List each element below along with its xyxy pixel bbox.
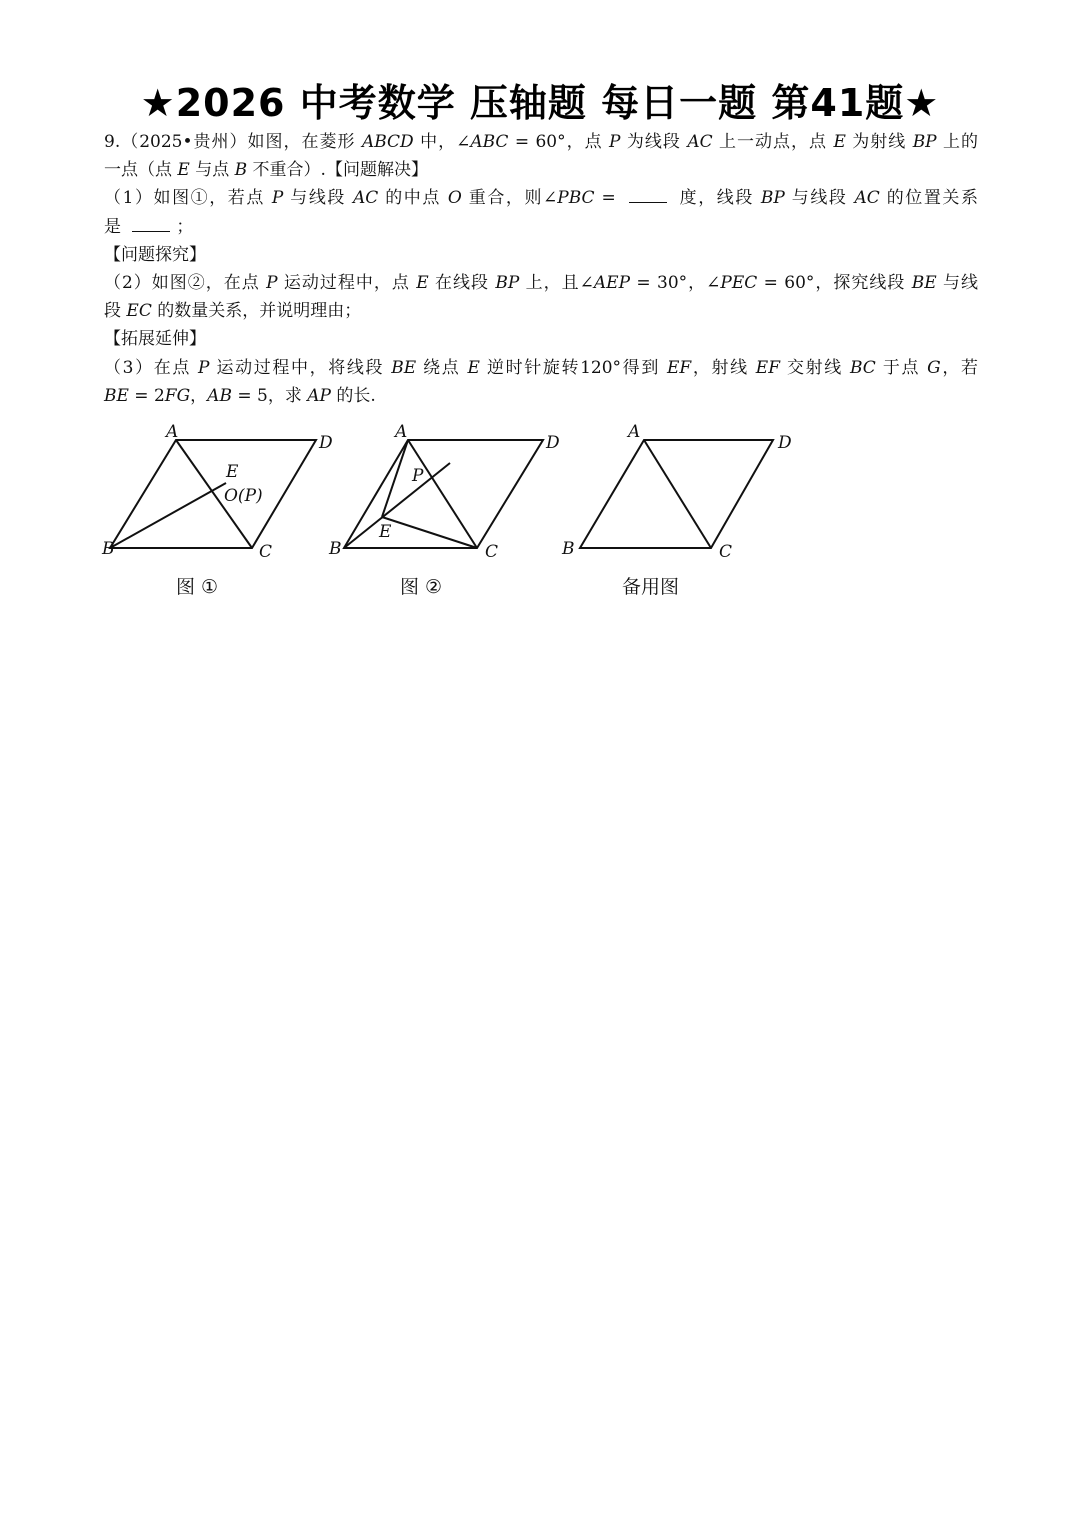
label-b: B <box>102 539 115 559</box>
text-run: 为线段 <box>620 132 688 152</box>
text-run: 绕点 <box>416 357 468 378</box>
text-run: 的数量关系，并说明理由； <box>151 301 362 322</box>
text-run: （3）在点 <box>104 357 199 378</box>
problem-line <box>104 213 978 241</box>
text-run: ； <box>176 216 194 237</box>
text-run: 与线段 <box>784 188 855 209</box>
text-run: 与线 <box>936 272 978 293</box>
text-run: 的位置关系 <box>879 188 978 209</box>
text-run: 段 <box>104 301 127 322</box>
label-e: E <box>379 522 392 542</box>
text-run: 重合，则∠ <box>461 188 558 209</box>
math-symbol: BE <box>911 272 937 293</box>
math-symbol: P <box>609 132 621 152</box>
math-symbol: G <box>927 357 941 378</box>
segment-ac <box>644 440 711 548</box>
problem-line <box>104 382 978 410</box>
label-c: C <box>485 542 499 562</box>
math-symbol: E <box>177 160 190 181</box>
text-run: 中，∠ <box>413 132 471 152</box>
math-symbol: E <box>467 357 480 378</box>
text-run: = 2 <box>128 385 165 406</box>
problem-line <box>104 241 978 269</box>
math-symbol: AB <box>207 385 232 406</box>
math-symbol: AC <box>854 188 880 209</box>
label-o-p: O(P) <box>224 486 263 506</box>
label-d: D <box>319 433 333 453</box>
math-symbol: AP <box>307 385 331 406</box>
label-d: D <box>546 433 560 453</box>
math-symbol: BC <box>849 357 876 378</box>
math-symbol: ABC <box>470 132 509 152</box>
text-run: 在线段 <box>428 272 496 293</box>
text-run: = 5，求 <box>231 385 308 406</box>
text-run: 是 <box>104 216 127 237</box>
figure-1 <box>101 422 333 598</box>
math-symbol: ABCD <box>361 132 414 152</box>
math-symbol: PEC <box>720 272 758 293</box>
text-run: 上的 <box>936 132 979 152</box>
label-p: P <box>412 466 424 486</box>
text-run: 与线段 <box>283 188 353 209</box>
label-a: A <box>166 422 179 442</box>
math-symbol: BP <box>912 132 937 152</box>
label-a: A <box>628 422 641 442</box>
text-run: 上，且∠ <box>519 272 594 293</box>
segment-be <box>110 483 226 548</box>
text-run: 于点 <box>875 357 928 378</box>
text-run: （2）如图②，在点 <box>104 272 267 293</box>
problem-line <box>104 297 978 325</box>
math-symbol: E <box>416 272 429 293</box>
math-symbol: BP <box>495 272 520 293</box>
text-run: = 30°，∠ <box>630 272 721 293</box>
math-symbol: P <box>198 357 210 378</box>
text-run: 运动过程中，将线段 <box>209 357 392 378</box>
label-c: C <box>259 542 273 562</box>
math-symbol: BE <box>104 385 129 406</box>
problem-line <box>104 128 978 156</box>
math-symbol: EF <box>755 357 780 378</box>
problem-line <box>104 354 978 382</box>
figure-3 <box>561 422 792 598</box>
text-run: 与点 <box>189 160 235 181</box>
problem-line <box>104 269 978 297</box>
label-c: C <box>719 542 733 562</box>
math-symbol: P <box>271 188 284 209</box>
figure-caption: 备用图 <box>622 576 680 598</box>
text-run: ，若 <box>940 357 978 378</box>
text-run: 运动过程中，点 <box>277 272 417 293</box>
math-symbol: AC <box>687 132 713 152</box>
math-symbol: BE <box>391 357 417 378</box>
label-b: B <box>329 539 342 559</box>
segment-ac <box>408 440 477 548</box>
text-run: 【问题探究】 <box>104 244 206 265</box>
text-run: = 60°，点 <box>508 132 610 152</box>
label-d: D <box>778 433 792 453</box>
text-run: 【拓展延伸】 <box>104 329 206 350</box>
text-run: 为射线 <box>845 132 913 152</box>
problem-line <box>104 184 978 212</box>
text-run: 9.（2025•贵州）如图，在菱形 <box>104 132 362 152</box>
math-symbol: AEP <box>593 272 631 293</box>
answer-blank <box>132 217 170 232</box>
math-symbol: O <box>447 188 462 209</box>
text-run: ， <box>190 385 208 406</box>
problem-text <box>104 128 978 410</box>
math-symbol: EC <box>126 301 152 322</box>
math-symbol: FG <box>164 385 191 406</box>
label-b: B <box>562 539 575 559</box>
math-symbol: E <box>833 132 846 152</box>
math-symbol: AC <box>352 188 379 209</box>
text-run: = 60°，探究线段 <box>757 272 912 293</box>
text-run: 交射线 <box>780 357 850 378</box>
label-a: A <box>395 422 408 442</box>
segment-ec <box>382 517 477 548</box>
label-e: E <box>226 462 239 482</box>
answer-blank <box>629 188 667 203</box>
text-run: 逆时针旋转120°得到 <box>479 357 667 378</box>
page-title: ★2026 中考数学 压轴题 每日一题 第41题★ <box>140 81 940 125</box>
figure-caption: 图 ② <box>400 576 443 598</box>
text-run: 一点（点 <box>104 160 178 181</box>
figures-row <box>96 418 816 608</box>
figure-caption: 图 ① <box>176 576 219 598</box>
text-run: 不重合）.【问题解决】 <box>247 160 428 181</box>
text-run: = <box>594 188 623 209</box>
math-symbol: BP <box>760 188 785 209</box>
ray-bp <box>344 463 450 548</box>
math-symbol: P <box>266 272 278 293</box>
text-run: 的长. <box>330 385 376 406</box>
text-run: ，射线 <box>691 357 756 378</box>
math-symbol: PBC <box>557 188 595 209</box>
text-run: 度，线段 <box>672 188 761 209</box>
text-run: （1）如图①，若点 <box>104 188 272 209</box>
figure-2 <box>328 422 560 598</box>
problem-line <box>104 156 978 184</box>
math-symbol: B <box>234 160 248 181</box>
text-run: 的中点 <box>378 188 448 209</box>
problem-line <box>104 325 978 353</box>
math-symbol: EF <box>666 357 692 378</box>
text-run: 上一动点，点 <box>712 132 834 152</box>
